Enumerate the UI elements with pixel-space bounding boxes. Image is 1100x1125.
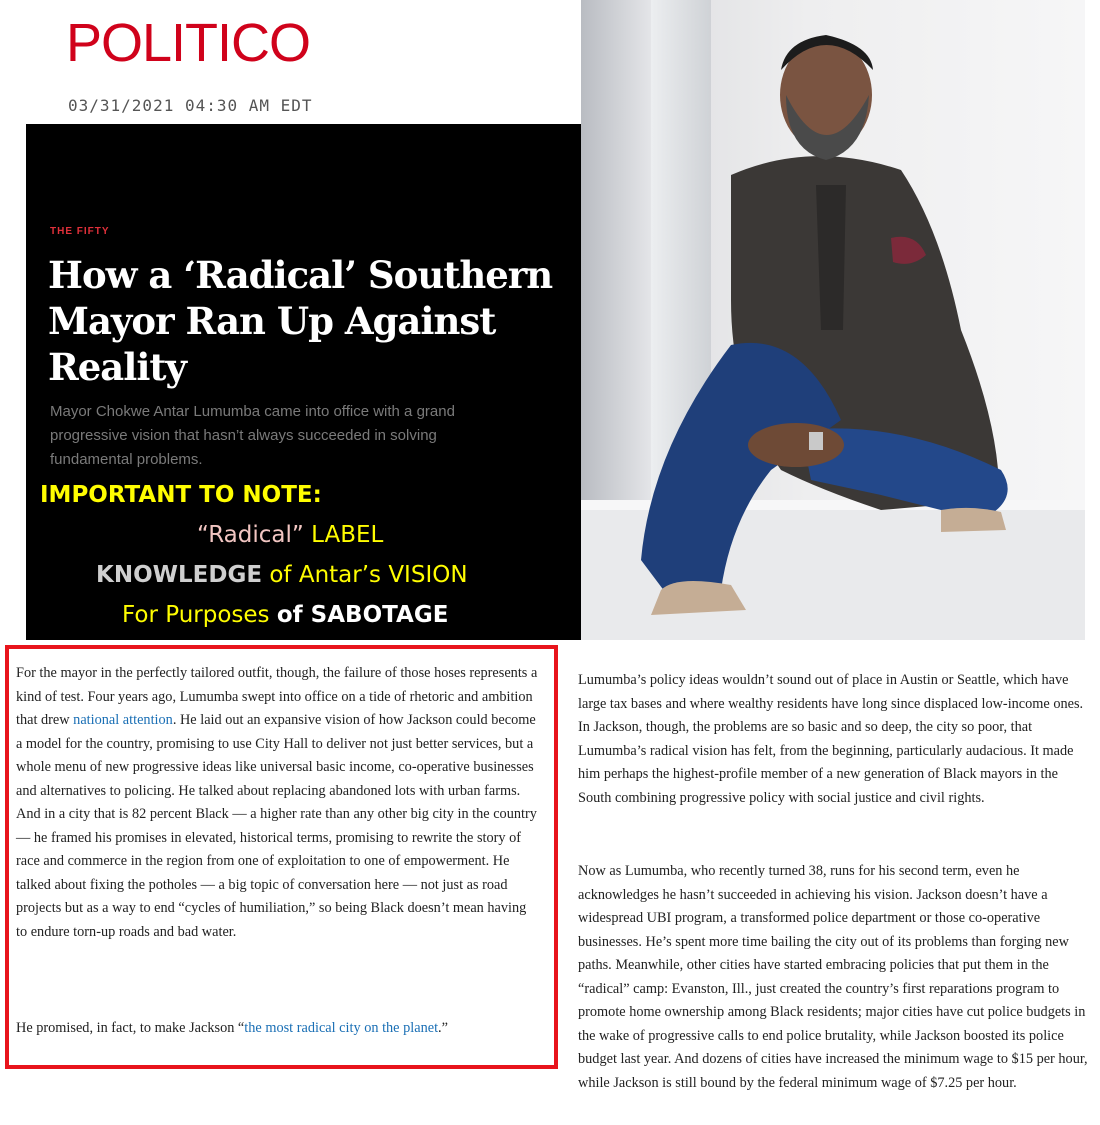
annotation-vision: of Antar’s VISION	[262, 562, 468, 588]
dateline: 03/31/2021 04:30 AM EDT	[68, 96, 313, 115]
paragraph-text: He promised, in fact, to make Jackson “	[16, 1020, 245, 1036]
portrait-illustration	[581, 0, 1085, 640]
article-paragraph-2: Now as Lumumba, who recently turned 38, runs for his second term, even he acknowledges he hasn’t succeeded in achieving his vision. Jackson doesn’t have a widespread UBI program, a transformed police department or those co-operative businesses. He’s spent more time bailing the city out of its problems than forging new paths. Meanwhile, other cities have started embracing policies that put them in the “radical” camp: Evanston, Ill., just created the country’s first reparations program to promote home ownership among Black residents; major cities have cut police budgets in the wake of progressive calls to end police brutality, while Jackson boosted its police budget last year. And dozens of cities have increased the minimum wage to $15 per hour, while Jackson is still bound by the federal minimum wage of $7.25 per hour.	[578, 863, 1088, 1091]
paragraph-text: .”	[438, 1020, 448, 1036]
annotation-knowledge: KNOWLEDGE	[96, 562, 263, 588]
article-paragraph-1: Lumumba’s policy ideas wouldn’t sound out of place in Austin or Seattle, which have large tax bases and where wealthy residents have long since displaced low-income ones. In Jackson, though, the problems are so basic and so deep, the city so poor, that Lumumba’s radical vision has felt, from the beginning, particularly audacious. It made him perhaps the highest-profile member of a new generation of Black mayors in the South combining progressive policy with social justice and civil rights.	[578, 672, 1084, 806]
national-attention-link[interactable]: national attention	[73, 712, 173, 728]
article-headline: How a ‘Radical’ Southern Mayor Ran Up Against Reality	[48, 253, 553, 389]
article-subhead: Mayor Chokwe Antar Lumumba came into office with a grand progressive vision that hasn’t always succeeded in solving fundamental problems.	[50, 403, 455, 468]
annotation-radical: “Radical”	[197, 522, 304, 548]
annotation-line-2	[96, 562, 468, 588]
politico-logo[interactable]: POLITICO	[66, 13, 311, 73]
annotation-purposes: For Purposes	[122, 602, 277, 628]
paragraph-text: For the mayor in the perfectly tailored outfit, though, the failure of those hoses represents a kind of test. Four years ago, Lumumba swept into office on a tide of rhetoric and ambition that drew	[16, 665, 538, 728]
annotation-title: IMPORTANT TO NOTE:	[40, 482, 322, 508]
annotation-line-3	[122, 602, 448, 628]
annotation-sabotage: of SABOTAGE	[276, 602, 449, 628]
annotation-line-1	[197, 522, 383, 548]
excerpt-paragraph-1	[16, 662, 538, 944]
most-radical-city-link[interactable]: the most radical city on the planet	[244, 1020, 439, 1036]
paragraph-text: . He laid out an expansive vision of how Jackson could become a model for the country, promising to use City Hall to deliver not just better services, but a whole menu of new progressive ideas like universal basic income, co-operative businesses and alternatives to policing. He talked about replacing abandoned lots with urban farms. And in a city that is 82 percent Black — a higher rate than any other big city in the country — he framed his promises in elevated, historical terms, promising to rewrite the story of race and commerce in the region from one of exploitation to one of empowerment. He talked about fixing the potholes — a big topic of conversation here — not just as road projects but as a way to end “cycles of humiliation,” so being Black doesn’t mean having to endure torn-up roads and bad water.	[16, 712, 537, 940]
mayor-photo	[581, 0, 1085, 640]
excerpt-paragraph-2	[16, 1017, 538, 1041]
section-kicker[interactable]: THE FIFTY	[50, 226, 110, 237]
annotation-label: LABEL	[303, 522, 384, 548]
